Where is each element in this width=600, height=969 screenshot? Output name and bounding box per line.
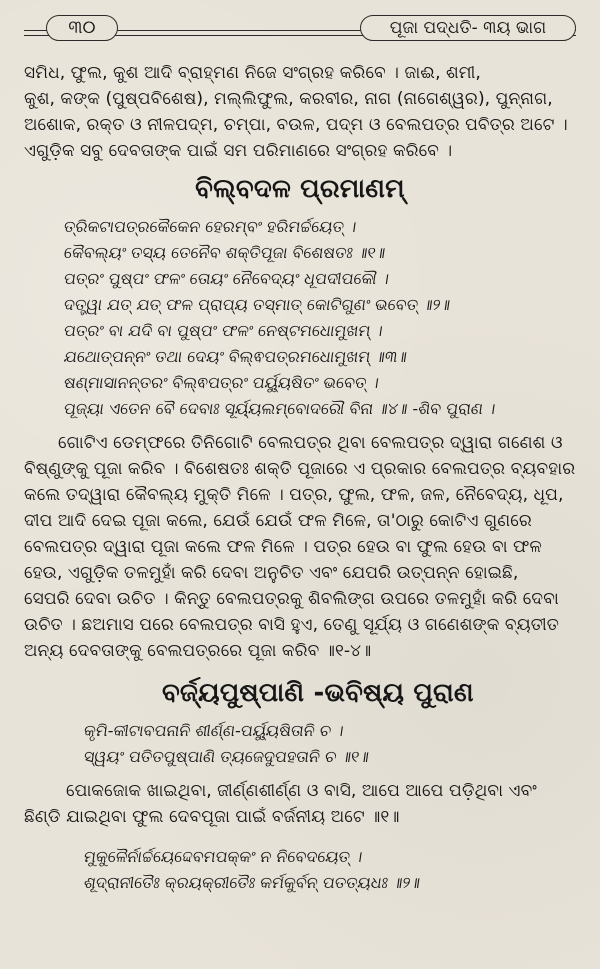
section-heading-bilvadala: ବିଲ୍ବଦଳ ପ୍ରମାଣମ୍ <box>195 174 405 204</box>
verse-line: କୈବଲ୍ୟଂ ତସ୍ୟ ତେନୈବ ଶକ୍ତିପୂଜା ବିଶେଷତଃ ॥୧॥ <box>62 243 387 262</box>
verse-line: ତ୍ରିକଟାପତ୍ରକୈକେନ ହେରମ୍ବଂ ହରିମର୍ଚ୍ଚୟେତ୍ । <box>62 217 358 236</box>
verse-line: ଶୂଦ୍ରାନୀତୈଃ କ୍ରୟକ୍ରୀତୈଃ କର୍ମକୁର୍ବନ୍ ପତତ୍ୟଧଃ ॥୨॥ <box>82 873 422 892</box>
verse-line: ଦତ୍ତ୍ୱା ଯତ୍ ଯତ୍ ଫଳ ପ୍ରାପ୍ୟ ତସ୍ମାତ୍ କୋଟିଗୁଣଂ ଭବେତ୍ ॥୨॥ <box>62 295 452 314</box>
page-number-badge <box>46 15 118 41</box>
paragraph-line: ଦୀପ ଆଦି ଦେଇ ପୂଜା କଲେ, ଯେଉଁ ଯେଉଁ ଫଳ ମିଳେ, ତା'ଠାରୁ କୋଟିଏ ଗୁଣରେ <box>24 511 532 531</box>
paragraph-line: ହେଉ, ଏଗୁଡ଼ିକ ତଳମୁହାଁ କରି ଦେବା ଅନୁଚିତ ଏବଂ ଯେପରି ଉତ୍ପନ୍ନ ହୋଇଛି, <box>24 563 519 583</box>
section-heading-varjya: ବର୍ଜ୍ୟପୁଷ୍ପାଣି -ଭବିଷ୍ୟ ପୁରାଣ <box>162 678 474 708</box>
paragraph-line: କଲେ ତଦ୍ୱାରା କୈବଲ୍ୟ ମୁକ୍ତି ମିଳେ । ପତ୍ର, ଫୁଲ, ଫଳ, ଜଳ, ନୈବେଦ୍ୟ, ଧୂପ, <box>24 485 564 505</box>
verse-line: ପୂଜ୍ୟା ଏତେନ ବୈ ଦେବାଃ ସୂର୍ୟ୍ୟଲମ୍ବୋଦରୌ ବିନା ॥୪॥ -ଶିବ ପୁରାଣ । <box>62 399 497 418</box>
intro-line: ଅଶୋକ, ରକ୍ତ ଓ ନୀଳପଦ୍ମ, ଚମ୍ପା, ବଉଳ, ପଦ୍ମ ଓ ବେଲପତ୍ର ପବିତ୍ର ଅଟେ । <box>24 115 568 135</box>
page-header <box>24 14 576 46</box>
primary-verse-block <box>24 214 576 422</box>
verse-line: ଯଥୋତ୍ପନ୍ନଂ ତଥା ଦେୟଂ ବିଲ୍ଵପତ୍ରମଧୋମୁଖମ୍ ॥୩॥ <box>62 347 409 366</box>
paragraph-line: ପୋକଜୋକ ଖାଇଥିବା, ଜୀର୍ଣ୍ଣଶୀର୍ଣ୍ଣ ଓ ବାସି, ଆପେ ଆପେ ପଡ଼ିଥିବା ଏବଂ <box>66 781 537 801</box>
running-title: ପୂଜା ପଦ୍ଧତି- ୩ୟ ଭାଗ <box>389 17 547 38</box>
verse-line: କୃମି-କୀଟାବପନାନି ଶୀର୍ଣ୍ଣ-ପର୍ୟ୍ୟୁଷିତାନି ଚ । <box>82 721 345 740</box>
verse-line: ପତ୍ରଂ ପୁଷ୍ପଂ ଫଳଂ ତୋୟଂ ନୈବେଦ୍ୟଂ ଧୂପଦୀପକୌ । <box>62 269 391 288</box>
paragraph-line: ଛିଣ୍ଡି ଯାଇଥିବା ଫୁଲ ଦେବପୂଜା ପାଇଁ ବର୍ଜନୀୟ ଅଟେ ॥୧॥ <box>24 807 400 827</box>
secondary-explanation-paragraph <box>24 778 576 830</box>
paragraph-line: ଅନ୍ୟ ଦେବତାଙ୍କୁ ବେଲପତ୍ରରେ ପୂଜା କରିବ ॥୧-୪॥ <box>24 641 372 661</box>
tertiary-verse-block <box>24 844 576 896</box>
verse-line: ସ୍ୱୟଂ ପତିତପୁଷ୍ପାଣି ତ୍ୟଜେଦୁପହତାନି ଚ ॥୧॥ <box>82 747 371 766</box>
verse-line: ପତ୍ରଂ ବା ଯଦି ବା ପୁଷ୍ପଂ ଫଳଂ ନେଷ୍ଟମଧୋମୁଖମ୍ । <box>62 321 385 340</box>
paragraph-line: ସେପରି ଦେବା ଉଚିତ । କିନ୍ତୁ ବେଲପତ୍ରକୁ ଶିବଲିଙ୍ଗ ଉପରେ ତଳମୁହାଁ କରି ଦେବା <box>24 589 559 609</box>
intro-line: ସମିଧ, ଫୁଲ, କୁଶ ଆଦି ବ୍ରାହ୍ମଣ ନିଜେ ସଂଗ୍ରହ କରିବେ । ଜାଈ, ଶମୀ, <box>24 63 481 83</box>
intro-line: ଏଗୁଡ଼ିକ ସବୁ ଦେବତାଙ୍କ ପାଇଁ ସମ ପରିମାଣରେ ସଂଗ୍ରହ କରିବେ । <box>24 141 453 161</box>
running-title-badge <box>360 15 576 41</box>
paragraph-line: ବେଲପତ୍ର ଦ୍ୱାରା ପୂଜା କଲେ ଫଳ ମିଳେ । ପତ୍ର ହେଉ ବା ଫୁଲ ହେଉ ବା ଫଳ <box>24 537 542 557</box>
verse-line: ମୁକୁଳୈର୍ନାର୍ଚ୍ଚୟେଦ୍ଦେବମପକ୍କଂ ନ ନିବେଦୟେତ୍ । <box>82 847 364 866</box>
secondary-verse-block <box>24 718 576 770</box>
paragraph-line: ଉଚିତ । ଛଅମାସ ପରେ ବେଲପତ୍ର ବାସି ହୁଏ, ତେଣୁ ସୂର୍ଯ୍ୟ ଓ ଗଣେଶଙ୍କ ବ୍ୟତୀତ <box>24 615 560 635</box>
paragraph-line: ବିଷ୍ଣୁଙ୍କୁ ପୂଜା କରିବ । ବିଶେଷତଃ ଶକ୍ତି ପୂଜାରେ ଏ ପ୍ରକାର ବେଲପତ୍ର ବ୍ୟବହାର <box>24 459 576 479</box>
intro-paragraph <box>24 60 576 164</box>
intro-line: କୁଶ, କଙ୍କ (ପୁଷ୍ପବିଶେଷ), ମଲ୍ଲିଫୁଲ, କରବୀର, ନାଗ (ନାଗେଶ୍ୱର), ପୁନ୍ନାଗ, <box>24 89 553 109</box>
verse-line: ଷଣ୍ମାସାନନ୍ତରଂ ବିଲ୍ଵପତ୍ରଂ ପର୍ୟ୍ୟୁଷିତଂ ଭବେତ୍ । <box>62 373 381 392</box>
paragraph-line: ଗୋଟିଏ ଡେମ୍ଫରେ ତିନିଗୋଟି ବେଲପତ୍ର ଥିବା ବେଲପତ୍ର ଦ୍ୱାରା ଗଣେଶ ଓ <box>58 433 563 453</box>
page-number: ୩୦ <box>68 17 96 38</box>
primary-explanation-paragraph <box>24 430 576 664</box>
page-content <box>24 60 576 896</box>
